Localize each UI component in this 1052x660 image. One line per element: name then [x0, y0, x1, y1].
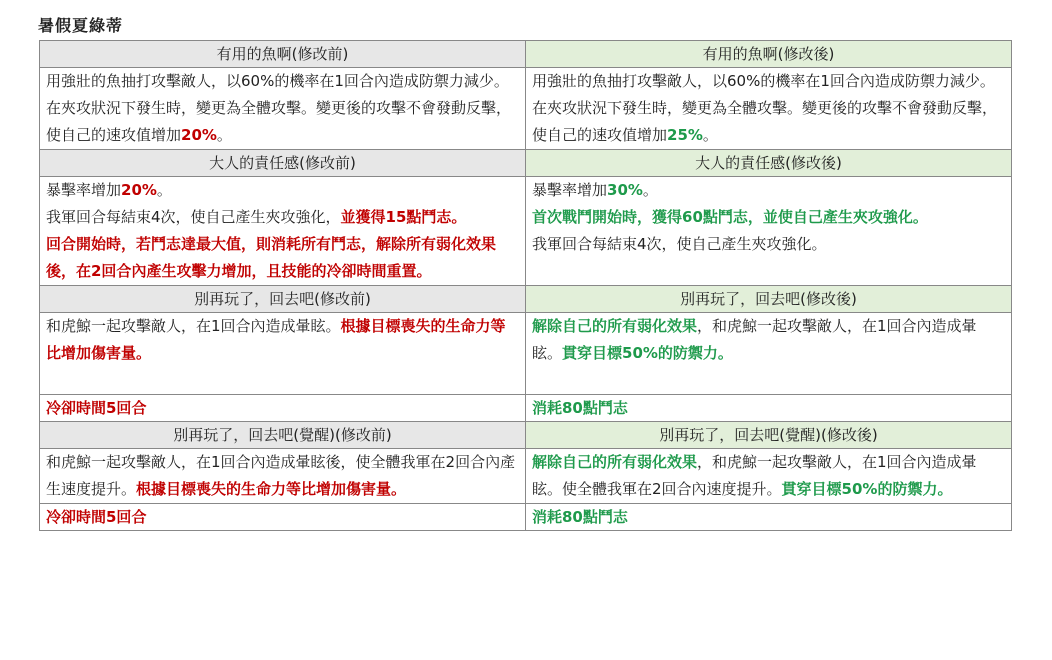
desc-text: 和虎鯨一起攻擊敵人，在1回合內造成暈眩。根據目標喪失的生命力等比增加傷害量。: [46, 317, 506, 362]
cooldown-before: 冷卻時間5回合: [40, 395, 526, 422]
desc-text: 在夾攻狀況下發生時，變更為全體攻擊。變更後的攻擊不會發動反擊，使自己的速攻值增加20%。: [46, 99, 512, 144]
highlight-old: 回合開始時，若鬥志達最大值，則消耗所有鬥志，解除所有弱化效果後，在2回合內產生攻擊力增加，且技能的冷卻時間重置。: [46, 235, 497, 280]
highlight-new: 貫穿目標50%的防禦力。: [781, 480, 953, 498]
table-row: [40, 177, 1012, 286]
table-row: [40, 395, 1012, 422]
desc-text: 解除自己的所有弱化效果，和虎鯨一起攻擊敵人，在1回合內造成暈眩。使全體我軍在2回合內速度提升。貫穿目標50%的防禦力。: [532, 453, 977, 498]
table-row: [40, 449, 1012, 504]
cell-before: [40, 449, 526, 504]
header-before: 別再玩了，回去吧(覺醒)(修改前): [40, 422, 526, 449]
table-header-row: [40, 41, 1012, 68]
highlight-new: 貫穿目標50%的防禦力。: [562, 344, 733, 362]
table-header-row: [40, 286, 1012, 313]
desc-text: 和虎鯨一起攻擊敵人，在1回合內造成暈眩後，使全體我軍在2回合內產生速度提升。根據目標喪失的生命力等比增加傷害量。: [46, 453, 516, 498]
highlight-new: 解除自己的所有弱化效果: [532, 453, 698, 471]
desc-text: 在夾攻狀況下發生時，變更為全體攻擊。變更後的攻擊不會發動反擊，使自己的速攻值增加25%。: [532, 99, 998, 144]
page-title: 暑假夏綠蒂: [38, 16, 124, 35]
header-before: 別再玩了，回去吧(修改前): [40, 286, 526, 313]
header-after: 有用的魚啊(修改後): [526, 41, 1012, 68]
header-after: 別再玩了，回去吧(修改後): [526, 286, 1012, 313]
cell-after: [526, 177, 1012, 286]
header-after: 別再玩了，回去吧(覺醒)(修改後): [526, 422, 1012, 449]
desc-text: 暴擊率增加30%。: [532, 181, 658, 199]
desc-text: 我軍回合每結束4次，使自己產生夾攻強化，並獲得15點鬥志。: [46, 208, 467, 226]
table-row: [40, 68, 1012, 150]
cooldown-before: 冷卻時間5回合: [40, 504, 526, 531]
header-before: 有用的魚啊(修改前): [40, 41, 526, 68]
cell-before: [40, 68, 526, 150]
header-before: 大人的責任感(修改前): [40, 150, 526, 177]
cost-after: 消耗80點鬥志: [526, 395, 1012, 422]
highlight-old: 20%: [181, 126, 217, 144]
cell-before: [40, 313, 526, 395]
table-row: [40, 504, 1012, 531]
cell-after: [526, 68, 1012, 150]
desc-text: 我軍回合每結束4次，使自己產生夾攻強化。: [532, 235, 827, 253]
highlight-new: 25%: [667, 126, 703, 144]
cell-after: [526, 313, 1012, 395]
skill-comparison-table: [39, 40, 1012, 531]
highlight-old: 根據目標喪失的生命力等比增加傷害量。: [46, 317, 506, 362]
desc-text: 暴擊率增加20%。: [46, 181, 172, 199]
header-after: 大人的責任感(修改後): [526, 150, 1012, 177]
highlight-old: 20%: [121, 181, 157, 199]
desc-text: 用強壯的魚抽打攻擊敵人，以60%的機率在1回合內造成防禦力減少。: [46, 72, 509, 90]
highlight-old: 根據目標喪失的生命力等比增加傷害量。: [136, 480, 407, 498]
cost-after: 消耗80點鬥志: [526, 504, 1012, 531]
highlight-old: 並獲得15點鬥志。: [340, 208, 467, 226]
highlight-new: 30%: [607, 181, 643, 199]
table-header-row: [40, 422, 1012, 449]
highlight-new: 首次戰鬥開始時，獲得60點鬥志，並使自己產生夾攻強化。: [532, 208, 928, 226]
desc-text: 解除自己的所有弱化效果，和虎鯨一起攻擊敵人，在1回合內造成暈眩。貫穿目標50%的防禦力。: [532, 317, 977, 362]
table-row: [40, 313, 1012, 395]
table-header-row: [40, 150, 1012, 177]
highlight-new: 解除自己的所有弱化效果: [532, 317, 698, 335]
cell-before: [40, 177, 526, 286]
cell-after: [526, 449, 1012, 504]
desc-text: 用強壯的魚抽打攻擊敵人，以60%的機率在1回合內造成防禦力減少。: [532, 72, 995, 90]
